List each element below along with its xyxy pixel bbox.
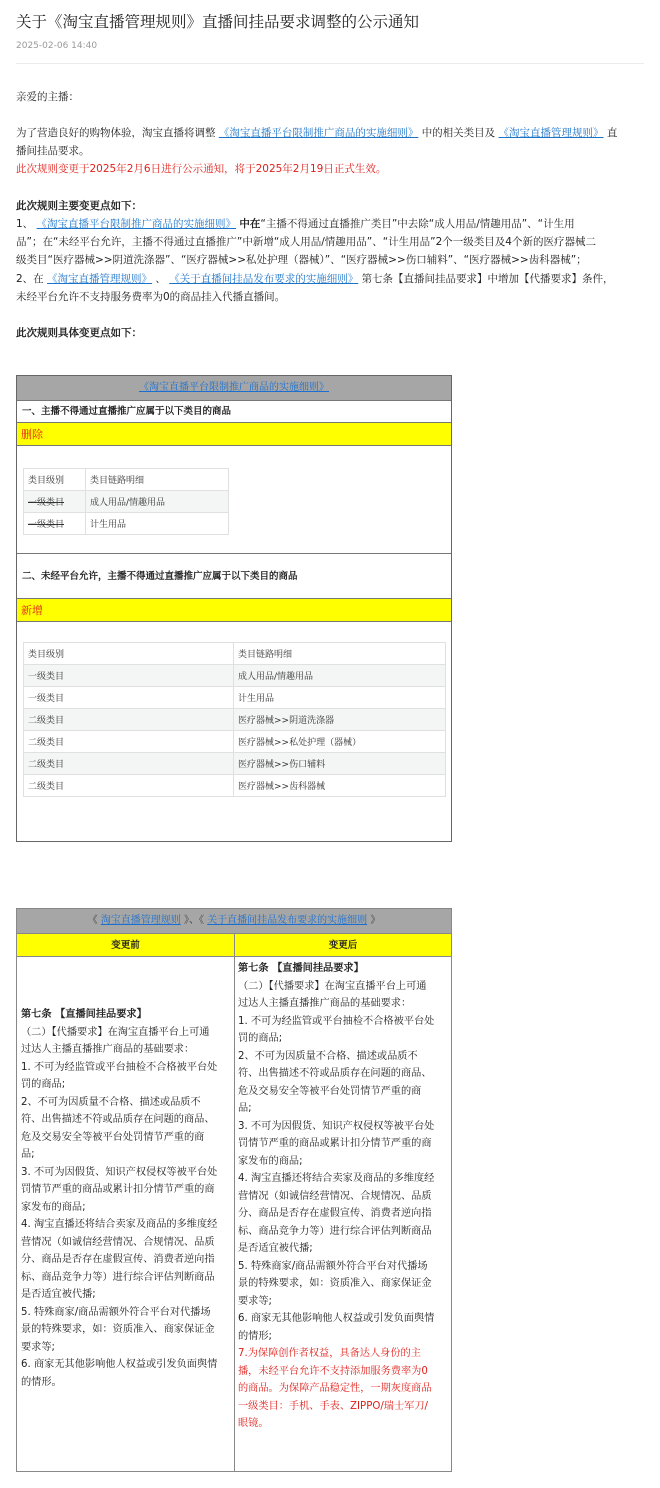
after-line: 4. 淘宝直播还将结合卖家及商品的多维度经 (238, 1173, 435, 1184)
table-cell: 计生用品 (86, 513, 229, 535)
after-new-clause-line: 的商品。为保障产品稳定性，一期灰度商品 (238, 1383, 432, 1394)
rule-link-restricted-goods[interactable]: 《淘宝直播平台限制推广商品的实施细则》 (218, 127, 419, 139)
after-new-clause-line: 7.为保障创作者权益，具备达人身份的主 (238, 1348, 421, 1359)
after-content (238, 960, 450, 1433)
after-line: 2、不可为因质量不合格、描述或品质不 (238, 1050, 418, 1062)
change1-rule-link[interactable]: 《淘宝直播平台限制推广商品的实施细则》 (36, 218, 237, 230)
rule-link-live-management[interactable]: 《淘宝直播管理规则》 (498, 127, 604, 139)
before-line: 5. 特殊商家/商品需额外符合平台对代播场 (21, 1306, 211, 1318)
before-line: 2、不可为因质量不合格、描述或品质不 (21, 1096, 201, 1108)
table-cell: 二级类目 (24, 753, 234, 775)
add-category-table (23, 642, 446, 797)
intro-paragraph: 为了营造良好的购物体验，淘宝直播将调整 《淘宝直播平台限制推广商品的实施细则》 中的相关类目及 《淘宝直播管理规则》 直 播间挂品要求。 此次规则变更于2025年2月6日进行公示通知，将于2025年2月19日正式生效。 (16, 124, 644, 178)
table-cell: 一级类目 (24, 687, 234, 709)
changes-heading: 此次规则主要变更点如下： (16, 200, 142, 212)
change2-rule-link-listing[interactable]: 《关于直播间挂品发布要求的实施细则》 (169, 273, 359, 285)
table-cell: 医疗器械>>伤口辅料 (234, 753, 446, 775)
before-line: 符、出售描述不符或品质存在问题的商品、 (21, 1114, 215, 1125)
table-cell: 一级类目 (24, 491, 86, 513)
before-line: 标、商品竞争力等）进行综合评估判断商品 (21, 1271, 215, 1283)
delete-col-header: 类目级别 (24, 469, 86, 491)
change-item-2: 2、在 《淘宝直播管理规则》 、 《关于直播间挂品发布要求的实施细则》 第七条【直播间挂品要求】中增加【代播要求】条件， 未经平台允许不支持服务费率为0的商品挂入代播直播间。 (16, 273, 614, 303)
table-row (24, 753, 446, 775)
add-col-header: 类目级别 (24, 643, 234, 665)
after-line: 营情况（如诚信经营情况、合规情况、品质 (238, 1190, 432, 1202)
after-line: 的情形; (238, 1330, 272, 1342)
detail-heading: 此次规则具体变更点如下： (16, 327, 142, 339)
add-label: 新增 (17, 598, 451, 622)
table-cell: 一级类目 (24, 665, 234, 687)
after-line: 要求等; (238, 1295, 272, 1307)
after-line: 过达人主播直播推广商品的基础要求： (238, 998, 412, 1009)
table-cell: 二级类目 (24, 731, 234, 753)
after-line: 标、商品竞争力等）进行综合评估判断商品 (238, 1225, 432, 1237)
before-line: 3. 不可为因假货、知识产权侵权等被平台处 (21, 1166, 218, 1178)
after-new-clause-line: 眼镜。 (238, 1418, 269, 1429)
table-row (24, 491, 229, 513)
before-line: 6. 商家无其他影响他人权益或引发负面舆情 (21, 1359, 218, 1370)
after-line: 符、出售描述不符或品质存在问题的商品、 (238, 1068, 432, 1079)
table2-header: 《 淘宝直播管理规则 》、《 关于直播间挂品发布要求的实施细则 》 (17, 909, 451, 933)
before-line: 景的特殊要求，如：资质准入、商家保证金 (21, 1324, 215, 1335)
restricted-goods-table (16, 375, 452, 842)
change2-rule-link-management[interactable]: 《淘宝直播管理规则》 (47, 273, 153, 285)
after-line: 1. 不可为经监管或平台抽检不合格被平台处 (238, 1015, 435, 1027)
before-content (21, 1006, 232, 1391)
after-line: 分、商品是否存在虚假宣传、消费者逆向指 (238, 1208, 432, 1219)
add-header-row (24, 643, 446, 665)
before-line: 罚的商品; (21, 1079, 66, 1090)
table-row (24, 709, 446, 731)
table-row (24, 731, 446, 753)
column-divider (234, 933, 235, 1471)
before-line: 1. 不可为经监管或平台抽检不合格被平台处 (21, 1061, 218, 1073)
article-title: 关于《淘宝直播管理规则》直播间挂品要求调整的公示通知 (16, 13, 420, 31)
table-cell: 计生用品 (234, 687, 446, 709)
before-line: 是否适宜被代播; (21, 1289, 96, 1300)
table-row (24, 665, 446, 687)
after-line: 罚情节严重的商品或累计扣分情节严重的商 (238, 1138, 432, 1149)
table-cell: 医疗器械>>私处护理（器械） (234, 731, 446, 753)
before-line: 要求等; (21, 1341, 55, 1353)
after-line: 罚的商品; (238, 1033, 283, 1044)
table2-link-management[interactable]: 淘宝直播管理规则 (100, 915, 181, 926)
effective-date-notice: 此次规则变更于2025年2月6日进行公示通知，将于2025年2月19日正式生效。 (16, 163, 387, 175)
table2-link-listing[interactable]: 关于直播间挂品发布要求的实施细则 (207, 915, 368, 926)
before-line: 危及交易安全等被平台处罚情节严重的商 (21, 1131, 205, 1143)
table-cell: 医疗器械>>阴道洗涤器 (234, 709, 446, 731)
after-line: 5. 特殊商家/商品需额外符合平台对代播场 (238, 1260, 428, 1272)
table-cell: 成人用品/情趣用品 (86, 491, 229, 513)
after-line: 3. 不可为因假货、知识产权侵权等被平台处 (238, 1120, 435, 1132)
column-before: 变更前 (111, 940, 140, 951)
delete-col-header: 类目链路明细 (86, 469, 229, 491)
before-line: 品; (21, 1149, 35, 1160)
table-row (24, 775, 446, 797)
before-line: 家发布的商品; (21, 1201, 86, 1213)
table-cell: 一级类目 (24, 513, 86, 535)
after-new-clause-line: 一级类目：手机、手表、ZIPPO/瑞士军刀/ (238, 1400, 428, 1412)
before-line: 的情形。 (21, 1376, 62, 1388)
greeting: 亲爱的主播： (16, 91, 79, 103)
title-divider (16, 63, 644, 64)
after-line: 景的特殊要求，如：资质准入、商家保证金 (238, 1278, 432, 1289)
after-line: 是否适宜被代播; (238, 1243, 313, 1254)
section1-title: 一、主播不得通过直播推广应属于以下类目的商品 (17, 400, 451, 422)
after-line: （二）【代播要求】在淘宝直播平台上可通 (238, 980, 427, 992)
table-row (24, 513, 229, 535)
after-title: 第七条 【直播间挂品要求】 (238, 963, 364, 974)
table-cell: 成人用品/情趣用品 (234, 665, 446, 687)
table-row (24, 687, 446, 709)
after-line: 6. 商家无其他影响他人权益或引发负面舆情 (238, 1313, 435, 1324)
section2-title: 二、未经平台允许，主播不得通过直播推广应属于以下类目的商品 (22, 571, 298, 582)
delete-category-table (23, 468, 229, 535)
table-cell: 二级类目 (24, 775, 234, 797)
table-cell: 医疗器械>>齿科器械 (234, 775, 446, 797)
before-line: 营情况（如诚信经营情况、合规情况、品质 (21, 1236, 215, 1248)
before-line: （二）【代播要求】在淘宝直播平台上可通 (21, 1026, 210, 1038)
after-line: 危及交易安全等被平台处罚情节严重的商 (238, 1085, 422, 1097)
table-cell: 二级类目 (24, 709, 234, 731)
column-after: 变更后 (328, 940, 358, 951)
before-line: 分、商品是否存在虚假宣传、消费者逆向指 (21, 1254, 215, 1265)
before-title: 第七条 【直播间挂品要求】 (21, 1009, 147, 1020)
before-line: 罚情节严重的商品或累计扣分情节严重的商 (21, 1184, 215, 1195)
before-line: 过达人主播直播推广商品的基础要求： (21, 1044, 195, 1055)
rule-comparison-table (16, 908, 452, 1472)
after-line: 品; (238, 1103, 252, 1114)
delete-header-row (24, 469, 229, 491)
table1-header-link[interactable]: 《淘宝直播平台限制推广商品的实施细则》 (139, 382, 329, 393)
table1-header (17, 376, 451, 400)
change-item-1: 1、 《淘宝直播平台限制推广商品的实施细则》 中在“主播不得通过直播推广类目”中去除“成人用品/情趣用品”、“计生用 品”；在“未经平台允许，主播不得通过直播推广”中新增“成人用品/情趣用品”、“计生用品”2个一级类目及4个新的医疗器械二 级类目“医疗器械>>阴道洗涤器”、“医疗器械>>私处护理（器械）”、“医疗器械>>伤口辅料”、“医疗器械>>齿科器械”； (16, 218, 596, 266)
before-line: 4. 淘宝直播还将结合卖家及商品的多维度经 (21, 1219, 218, 1230)
article-date: 2025-02-06 14:40 (16, 41, 98, 51)
section-divider (17, 553, 451, 554)
after-new-clause-line: 播，未经平台允许不支持添加服务费率为0 (238, 1365, 428, 1377)
delete-label: 删除 (17, 422, 451, 446)
add-col-header: 类目链路明细 (234, 643, 446, 665)
after-line: 家发布的商品; (238, 1155, 303, 1167)
